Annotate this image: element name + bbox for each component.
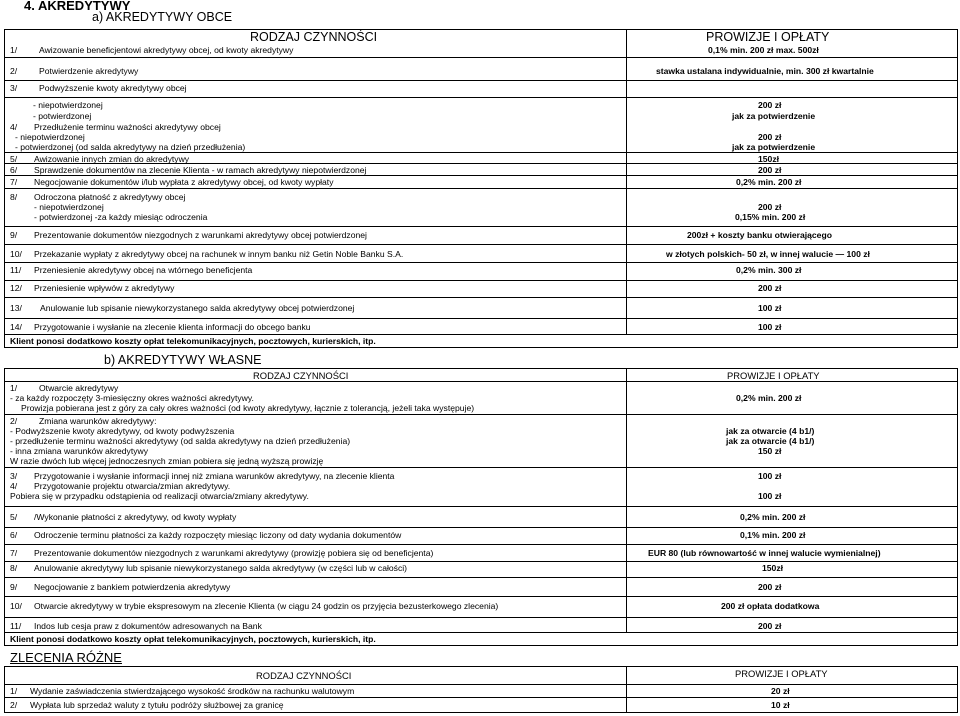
row-subline: - przedłużenie terminu ważności akredytywy (od salda akredytywy na dzień przedłużenia) <box>10 436 351 446</box>
row-subline: - inna zmiana warunków akredytywy <box>10 446 149 456</box>
row-fee: 20 zł <box>771 686 790 696</box>
row-text: Odroczenie terminu płatności za każdy rozpoczęty miesiąc liczony od daty wydania dokumentów <box>34 530 402 540</box>
row-number: 13/ <box>10 303 22 313</box>
row-number: 1/ <box>10 383 18 393</box>
row-text: Przeniesienie wpływów z akredytywy <box>34 283 175 293</box>
row-fee: 150zł <box>762 563 784 573</box>
row-subline: - niepotwierdzonej <box>34 202 104 212</box>
row-number: 8/ <box>10 192 18 202</box>
table-b-col-activity: RODZAJ CZYNNOŚCI <box>253 370 349 381</box>
row-fee: 200 zł <box>758 621 782 631</box>
row-number: 10/ <box>10 249 22 259</box>
row-fee: 200zł + koszty banku otwierającego <box>687 230 832 240</box>
row-fee: stawka ustalana indywidualnie, min. 300 zł kwartalnie <box>656 66 874 76</box>
row-fee: 100 zł <box>758 471 782 481</box>
row-number: 2/ <box>10 66 18 76</box>
row-fee: w złotych polskich- 50 zł, w innej walucie — 100 zł <box>666 249 870 259</box>
table-c-col-activity: RODZAJ CZYNNOŚCI <box>256 670 352 681</box>
row-number: 1/ <box>10 45 18 55</box>
row-fee: 200 zł <box>758 100 782 110</box>
row-fee: 200 zł opłata dodatkowa <box>721 601 820 611</box>
row-number: 8/ <box>10 563 18 573</box>
row-text: Wypłata lub sprzedaż waluty z tytułu podróży służbowej za granicę <box>30 700 284 710</box>
row-fee: jak za otwarcie (4 b1/) <box>726 426 815 436</box>
row-text: Negocjowanie z bankiem potwierdzenia akredytywy <box>34 582 231 592</box>
row-text: Prezentowanie dokumentów niezgodnych z warunkami akredytywy obcej potwierdzonej <box>34 230 367 240</box>
row-fee: EUR 80 (lub równowartość w innej walucie wymienialnej) <box>648 548 881 558</box>
row-fee: 0,2% min. 300 zł <box>736 265 802 275</box>
table-c-col-fees: PROWIZJE I OPŁATY <box>735 668 828 679</box>
footer-note: Klient ponosi dodatkowo koszty opłat telekomunikacyjnych, pocztowych, kurierskich, itp. <box>10 634 376 644</box>
row-text: Przedłużenie terminu ważności akredytywy obcej <box>34 122 221 132</box>
row-subline: - za każdy rozpoczęty 3-miesięczny okres ważności akredytywy. <box>10 393 254 403</box>
row-text: Otwarcie akredytywy w trybie ekspresowym na zlecenie Klienta (w ciągu 24 godzin os przyjęcia bezusterkowego zlecenia) <box>34 601 499 611</box>
row-number: 2/ <box>10 416 18 426</box>
row-fee: 0,2% min. 200 zł <box>736 177 802 187</box>
row-text: Podwyższenie kwoty akredytywy obcej <box>39 83 187 93</box>
row-text: Zmiana warunków akredytywy: <box>39 416 157 426</box>
row-fee: 200 zł <box>758 202 782 212</box>
row-number: 5/ <box>10 154 18 164</box>
row-text: Anulowanie akredytywy lub spisanie niewykorzystanego salda akredytywy (w części lub w całości) <box>34 563 408 573</box>
section-b-title: b) AKREDYTYWY WŁASNE <box>104 353 262 367</box>
row-text: Wydanie zaświadczenia stwierdzającego wysokość środków na rachunku walutowym <box>30 686 355 696</box>
row-fee: 100 zł <box>758 322 782 332</box>
table-a-col-activity: RODZAJ CZYNNOŚCI <box>250 30 378 44</box>
row-fee: 0,2% min. 200 zł <box>736 393 802 403</box>
row-fee: 150 zł <box>758 446 782 456</box>
row-fee: jak za potwierdzenie <box>732 142 816 152</box>
row-text: Prezentowanie dokumentów niezgodnych z warunkami akredytywy (prowizję pobiera się od beneficjenta) <box>34 548 434 558</box>
row-number: 9/ <box>10 230 18 240</box>
row-fee: 200 zł <box>758 582 782 592</box>
row-subline: - niepotwierdzonej <box>33 100 103 110</box>
row-text: Przeniesienie akredytywy obcej na wtórnego beneficjenta <box>34 265 253 275</box>
row-number: 7/ <box>10 177 18 187</box>
row-subline: - potwierdzonej <box>33 111 92 121</box>
row-number: 1/ <box>10 686 18 696</box>
row-number: 4/ <box>10 122 18 132</box>
row-number: 2/ <box>10 700 18 710</box>
row-number: 11/ <box>10 265 22 275</box>
row-number: 12/ <box>10 283 22 293</box>
row-subline: - potwierdzonej -za każdy miesiąc odroczenia <box>34 212 208 222</box>
row-text: Indos lub cesja praw z dokumentów adresowanych na Bank <box>34 621 262 631</box>
row-fee: 0,1% min. 200 zł <box>740 530 806 540</box>
row-number: 14/ <box>10 322 22 332</box>
row-number: 6/ <box>10 165 18 175</box>
row-fee: 0,15% min. 200 zł <box>735 212 806 222</box>
row-fee: 200 zł <box>758 132 782 142</box>
row-text: Negocjowanie dokumentów i/lub wypłata z akredytywy obcej, od kwoty wypłaty <box>34 177 334 187</box>
row-text: Przygotowanie i wysłanie informacji innej niż zmiana warunków akredytywy, na zlecenie klienta <box>34 471 395 481</box>
row-number: 10/ <box>10 601 22 611</box>
row-subline: Pobiera się w przypadku odstąpienia od realizacji otwarcia/zmiany akredytywy. <box>10 491 309 501</box>
row-text: Przygotowanie projektu otwarcia/zmian akredytywy. <box>34 481 231 491</box>
row-number: 11/ <box>10 621 22 631</box>
row-fee: jak za otwarcie (4 b1/) <box>726 436 815 446</box>
row-fee: 0,2% min. 200 zł <box>740 512 806 522</box>
footer-note: Klient ponosi dodatkowo koszty opłat telekomunikacyjnych, pocztowych, kurierskich, itp. <box>10 336 376 346</box>
row-subline: Prowizja pobierana jest z góry za cały okres ważności (od kwoty akredytywy, łącznie z tolerancją, jeżeli taka występuje) <box>21 403 475 413</box>
row-text: Sprawdzenie dokumentów na zlecenie Klienta - w ramach akredytywy niepotwierdzonej <box>34 165 367 175</box>
row-number: 9/ <box>10 582 18 592</box>
row-text: Otwarcie akredytywy <box>39 383 119 393</box>
row-number: 7/ <box>10 548 18 558</box>
page-heading: 4. AKREDYTYWY <box>24 0 131 13</box>
section-c-title: ZLECENIA RÓŻNE <box>10 650 122 665</box>
row-number: 5/ <box>10 512 18 522</box>
row-fee: 200 zł <box>758 283 782 293</box>
row-text: Potwierdzenie akredytywy <box>39 66 139 76</box>
row-text: /Wykonanie płatności z akredytywy, od kwoty wypłaty <box>34 512 237 522</box>
row-number: 3/ <box>10 83 18 93</box>
row-number: 3/ <box>10 471 18 481</box>
row-fee: 150zł <box>758 154 780 164</box>
row-text: Odroczona płatność z akredytywy obcej <box>34 192 186 202</box>
row-text: Przygotowanie i wysłanie na zlecenie klienta informacji do obcego banku <box>34 322 311 332</box>
section-a-title: a) AKREDYTYWY OBCE <box>92 10 233 24</box>
row-number: 6/ <box>10 530 18 540</box>
table-a-col-fees: PROWIZJE I OPŁATY <box>706 30 830 44</box>
row-fee: 100 zł <box>758 303 782 313</box>
row-text: Anulowanie lub spisanie niewykorzystanego salda akredytywy obcej potwierdzonej <box>40 303 355 313</box>
table-b-col-fees: PROWIZJE I OPŁATY <box>727 370 820 381</box>
row-subline: - Podwyższenie kwoty akredytywy, od kwoty podwyższenia <box>10 426 235 436</box>
row-text: Awizowanie innych zmian do akredytywy <box>34 154 190 164</box>
row-subline: W razie dwóch lub więcej jednoczesnych zmian pobiera się jedną wyższą prowizję <box>10 456 324 466</box>
row-subline: - potwierdzonej (od salda akredytywy na dzień przedłużenia) <box>15 142 246 152</box>
row-subline: - niepotwierdzonej <box>15 132 85 142</box>
row-number: 4/ <box>10 481 18 491</box>
row-fee: 200 zł <box>758 165 782 175</box>
row-text: Przekazanie wypłaty z akredytywy obcej na rachunek w innym banku niż Getin Noble Banku S.A. <box>34 249 404 259</box>
row-fee: 10 zł <box>771 700 790 710</box>
row-fee: jak za potwierdzenie <box>732 111 816 121</box>
row-text: Awizowanie beneficjentowi akredytywy obcej, od kwoty akredytywy <box>39 45 294 55</box>
row-fee: 100 zł <box>758 491 782 501</box>
row-fee: 0,1% min. 200 zł max. 500zł <box>708 45 819 55</box>
